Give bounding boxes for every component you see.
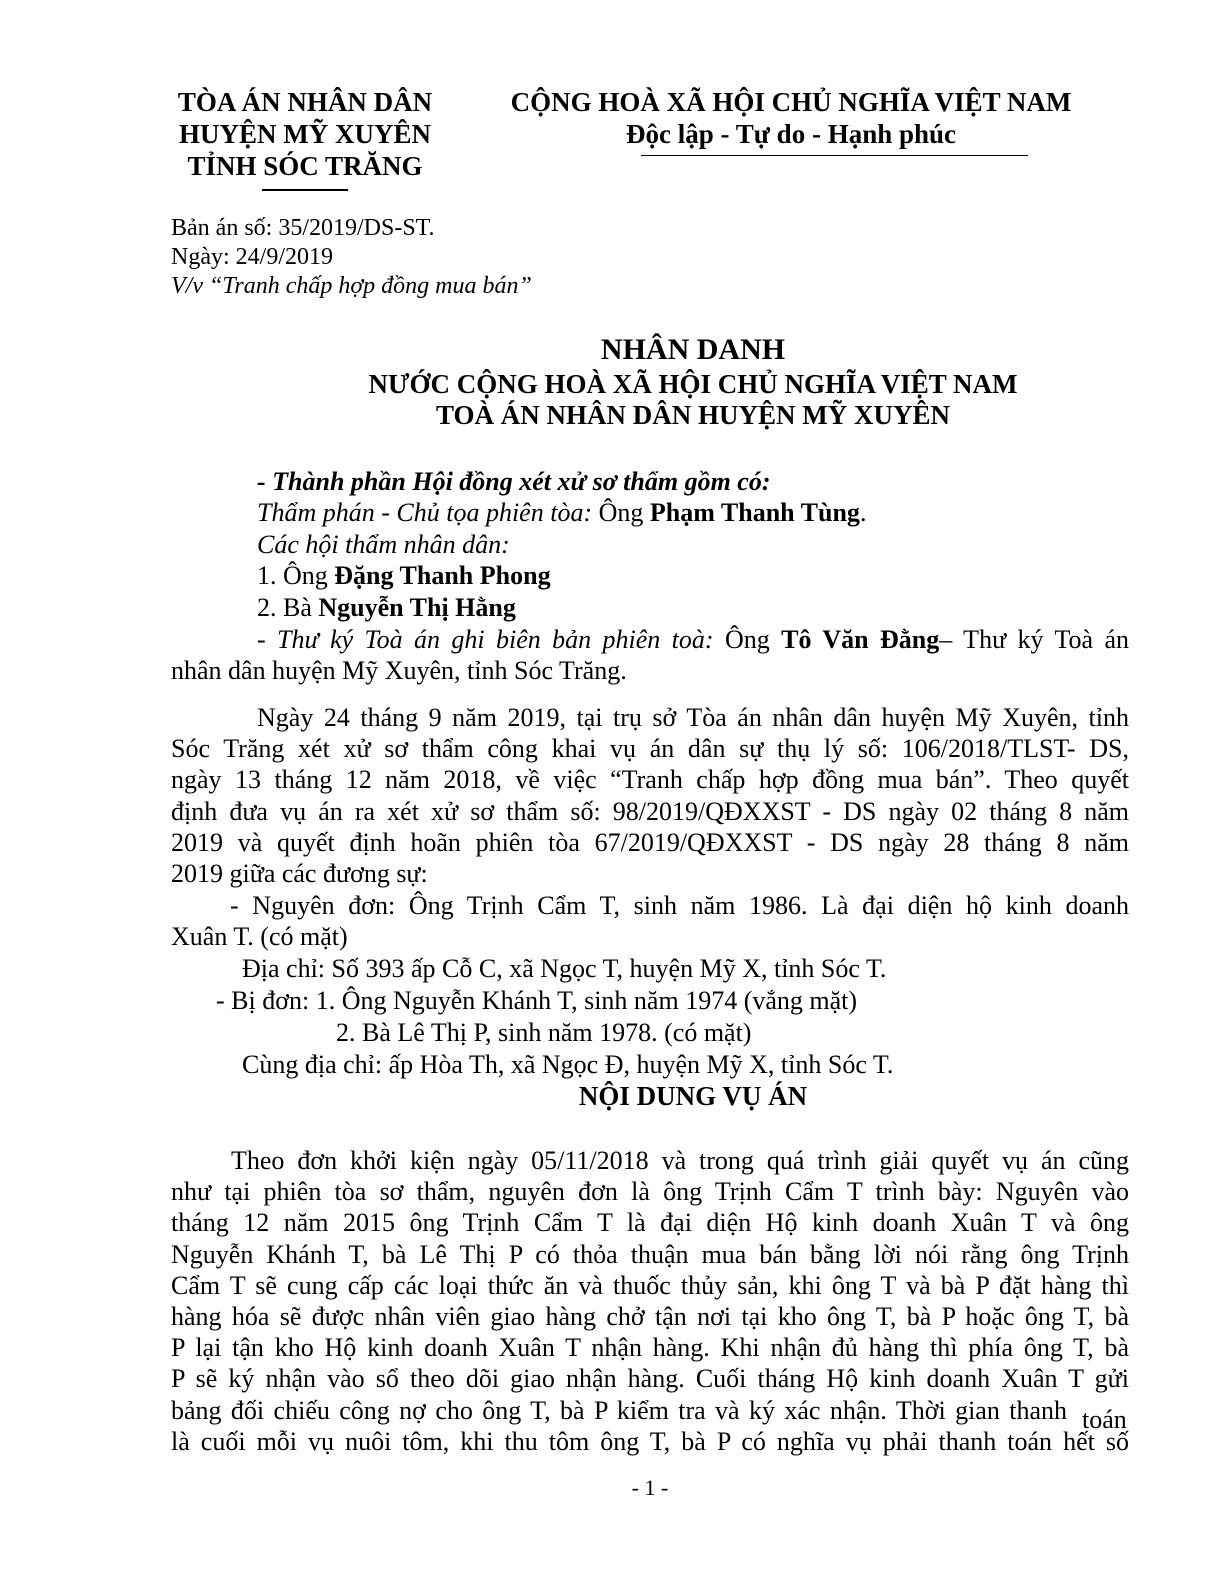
republic-name: CỘNG HOÀ XÃ HỘI CHỦ NGHĨA VIỆT NAM [510,87,1072,117]
defendant-line-1: - Bị đơn: 1. Ông Nguyễn Khánh T, sinh năm 1974 (vắng mặt) [216,986,858,1015]
content-heading: NỘI DUNG VỤ ÁN [578,1081,808,1111]
plaintiff-address: Địa chỉ: Số 393 ấp Cỗ C, xã Ngọc T, huyện Mỹ X, tỉnh Sóc T. [242,954,887,983]
trial-paragraph [171,702,1129,889]
clerk-line-2: nhân dân huyện Mỹ Xuyên, tỉnh Sóc Trăng. [171,656,627,685]
plaintiff-line-2: Xuân T. (có mặt) [171,922,348,951]
content-line: như tại phiên tòa sơ thẩm, nguyên đơn là ông Trịnh Cẩm T trình bày: Nguyên vào [171,1177,1129,1207]
assessor-1-prefix: 1. Ông [257,561,335,590]
judge-role: Thẩm phán - Chủ tọa phiên tòa: [257,498,593,527]
court-name-line3: TỈNH SÓC TRĂNG [187,151,423,181]
defendant-address: Cùng địa chỉ: ấp Hòa Th, xã Ngọc Đ, huyện Mỹ X, tỉnh Sóc T. [242,1050,894,1079]
assessor-2 [257,592,516,623]
content-line: P sẽ ký nhận vào sổ theo dõi giao nhận hàng. Cuối tháng Hộ kinh doanh Xuân T gửi [171,1364,1129,1394]
page-number: - 1 - [631,1475,669,1500]
defendant-line-2: 2. Bà Lê Thị P, sinh năm 1978. (có mặt) [336,1018,752,1047]
content-line: là cuối mỗi vụ nuôi tôm, khi thu tôm ông T, bà P có nghĩa vụ phải thanh toán hết số [171,1426,1129,1456]
court-name-line1: TÒA ÁN NHÂN DÂN [177,87,433,117]
assessors-label: Các hội thẩm nhân dân: [257,530,510,559]
trial-line: Ngày 24 tháng 9 năm 2019, tại trụ sở Tòa án nhân dân huyện Mỹ Xuyên, tỉnh [257,703,1129,732]
assessor-1 [257,560,551,591]
case-number: Bản án số: 35/2019/DS-ST. [171,215,435,241]
content-line: bảng đối chiếu công nợ cho ông T, bà P kiểm tra và ký xác nhận. Thời gian thanh [171,1395,1067,1425]
case-date: Ngày: 24/9/2019 [171,244,333,270]
title-in-the-name-of: NHÂN DANH [600,333,786,366]
judge-end: . [859,498,867,527]
content-line: Cẩm T sẽ cung cấp các loại thức ăn và thuốc thủy sản, khi ông T và bà P đặt hàng thì [171,1270,1129,1300]
motto-underline [641,155,1028,156]
case-subject: V/v “Tranh chấp hợp đồng mua bán” [171,273,532,299]
court-clerk [257,624,1129,655]
clerk-prefix: Ông [713,625,782,654]
court-name-line2: HUYỆN MỸ XUYÊN [179,119,431,149]
clerk-name: Tô Văn Đằng [781,625,940,654]
raised-word: toán [1082,1405,1127,1434]
content-line: hàng hóa sẽ được nhân viên giao hàng chở tận nơi tại kho ông T, bà P hoặc ông T, bà [171,1301,1129,1331]
title-republic: NƯỚC CỘNG HOÀ XÃ HỘI CHỦ NGHĨA VIỆT NAM [368,369,1018,399]
clerk-suffix: – Thư ký Toà án [939,625,1129,654]
presiding-judge [257,497,866,528]
assessor-2-name: Nguyễn Thị Hằng [318,593,516,622]
plaintiff-line-1: - Nguyên đơn: Ông Trịnh Cẩm T, sinh năm 1986. Là đại diện hộ kinh doanh [230,891,1129,920]
clerk-role: - Thư ký Toà án ghi biên bản phiên toà: [257,625,714,654]
national-motto: Độc lập - Tự do - Hạnh phúc [625,119,957,149]
trial-line: định đưa vụ án ra xét xử sơ thẩm số: 98/2019/QĐXXST - DS ngày 02 tháng 8 năm [171,796,1129,826]
judge-name: Phạm Thanh Tùng [649,498,860,527]
trial-line: 2019 và quyết định hoãn phiên tòa 67/2019/QĐXXST - DS ngày 28 tháng 8 năm [171,827,1129,857]
panel-heading: - Thành phần Hội đồng xét xử sơ thẩm gồm có: [257,467,771,496]
judge-prefix: Ông [592,498,650,527]
content-line: Nguyễn Khánh T, bà Lê Thị P có thỏa thuận mua bán bằng lời nói rằng ông Trịnh [171,1239,1129,1269]
title-court: TOÀ ÁN NHÂN DÂN HUYỆN MỸ XUYÊN [435,400,950,430]
content-line: tháng 12 năm 2015 ông Trịnh Cẩm T là đại diện Hộ kinh doanh Xuân T và ông [171,1208,1129,1238]
trial-line: Sóc Trăng xét xử sơ thẩm công khai vụ án dân sự thụ lý số: 106/2018/TLST- DS, [171,734,1129,764]
content-line: P lại tận kho Hộ kinh doanh Xuân T nhận hàng. Khi nhận đủ hàng thì phía ông T, bà [171,1333,1129,1363]
content-paragraph [171,1145,1129,1457]
assessor-1-name: Đặng Thanh Phong [334,561,551,590]
court-underline [262,189,348,191]
content-line: Theo đơn khởi kiện ngày 05/11/2018 và trong quá trình giải quyết vụ án cũng [231,1146,1129,1175]
assessor-2-prefix: 2. Bà [257,593,319,622]
trial-line: 2019 giữa các đương sự: [171,858,428,888]
trial-line: ngày 13 tháng 12 năm 2018, về việc “Tranh chấp hợp đồng mua bán”. Theo quyết [171,765,1129,795]
